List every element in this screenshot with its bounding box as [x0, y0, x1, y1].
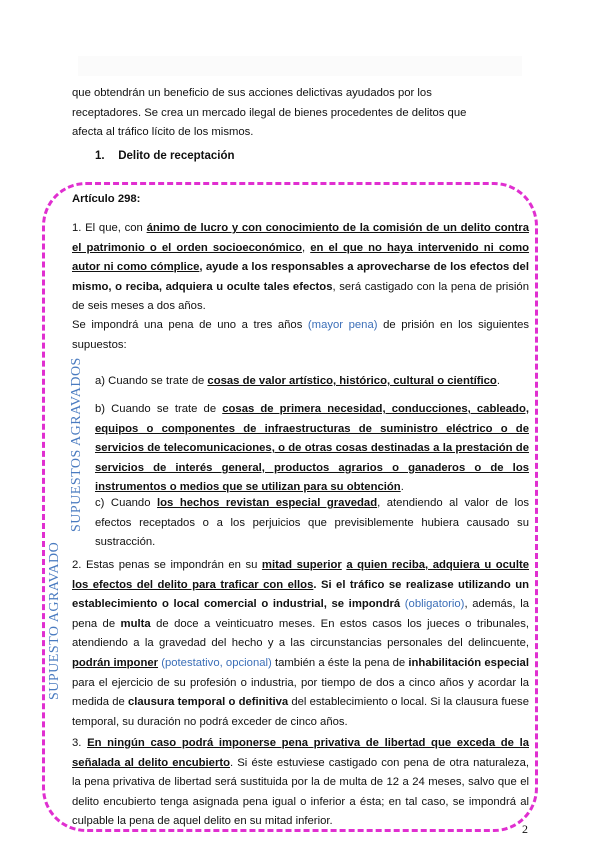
label-supuestos-agravados: SUPUESTOS AGRAVADOS: [69, 357, 84, 532]
p3-bold-clausura: clausura temporal o definitiva: [127, 696, 289, 709]
paragraph-1: [72, 219, 529, 317]
case-c-underlined: los hechos revistan especial gravedad: [157, 497, 378, 509]
paragraph-3: [72, 556, 529, 732]
p1-underlined-intent: ánimo de lucro y con conocimiento de la comisión de un delito contra el patrimonio o el orden socioeconómico: [72, 222, 529, 254]
case-b-underlined: cosas de primera necesidad, conducciones, cableado, equipos o componentes de infraestructuras de suministro eléctrico o de servicios de telecomunicaciones, o de otras cosas destinadas a la prestación de servicios de interés general, productos agrarios o ganaderos o de los instrumentos o medios que se utilizan para su obtención: [95, 403, 529, 494]
paragraph-4: [72, 734, 529, 832]
intro-paragraph: [72, 84, 529, 143]
p3-text-g: , además, la pena de: [72, 598, 529, 630]
case-a-end: .: [496, 375, 500, 387]
p1-text-a: 1. El que, con: [72, 222, 147, 234]
p3-underlined-half: mitad superior: [261, 559, 342, 571]
section-heading: [95, 150, 235, 162]
p3-bold-establishment: . Si el tráfico se realizase utilizando un establecimiento o local comercial o industrial, se impondrá: [72, 578, 529, 611]
p3-underlined-traffic: a quien reciba, adquiera u oculte los efectos del delito para traficar con ellos: [72, 559, 530, 591]
page-number: 2: [522, 822, 528, 836]
p2-text-a: Se impondrá una pena de uno a tres años: [72, 319, 308, 331]
p3-annotation-obligatorio: (obligatorio): [400, 598, 465, 611]
p4-underlined-limit: En ningún caso podrá imponerse pena privativa de libertad que exceda de la señalada al delito encubierto: [72, 737, 530, 769]
p3-annotation-potestativo: (potestativo, opcional): [158, 656, 272, 669]
p3-text-p: del establecimiento o local. Si la clausura fuese temporal, su duración no podrá exceder de cinco años.: [72, 696, 529, 728]
case-b-end: .: [400, 481, 404, 494]
header-strip: [78, 56, 522, 76]
p4-text-a: 3.: [72, 737, 88, 749]
p1-bold-action: , ayude a los responsables a aprovecharse de los efectos del mismo, o reciba, adquiera u oculte tales efectos: [72, 261, 529, 293]
article-title: Artículo 298:: [72, 193, 141, 205]
p3-text-n: para el ejercicio de su profesión o industria, por tiempo de dos a cinco años y acordar la medida de: [72, 676, 529, 709]
case-a: [95, 372, 529, 392]
p3-text-i: de doce a veinticuatro meses. En estos casos los jueces o tribunales, atendiendo a la gravedad del hecho y a las circunstancias personales del delincuente,: [72, 617, 529, 650]
p3-bold-multa: multa: [120, 617, 151, 630]
p3-bold-inhabilitacion: inhabilitación especial: [408, 656, 529, 669]
intro-line-2: receptadores. Se crea un mercado ilegal de bienes procedentes de delitos que: [72, 106, 467, 119]
case-c-end: , atendiendo al valor de los efectos receptados o a los perjuicios que previsiblemente hubiera causado su sustracción.: [95, 497, 529, 549]
case-b: [95, 400, 529, 498]
p1-text-f: , será castigado con la pena de prisión de seis meses a dos años.: [72, 280, 529, 313]
case-a-underlined: cosas de valor artístico, histórico, cultural o científico: [207, 375, 497, 387]
intro-line-3: afecta al tráfico lícito de los mismos.: [72, 126, 254, 139]
case-b-text: b) Cuando se trate de: [95, 403, 223, 415]
p3-underlined-podran: podrán imponer: [72, 656, 159, 669]
p3-text-a: 2. Estas penas se impondrán en su: [72, 559, 262, 571]
case-c-text: c) Cuando: [95, 497, 158, 509]
section-number: 1.: [95, 150, 105, 162]
p2-annotation: (mayor pena): [307, 319, 378, 331]
case-c: [95, 494, 529, 553]
p2-text-c: de prisión en los siguientes supuestos:: [72, 319, 530, 351]
paragraph-2: [72, 316, 529, 355]
p1-text-c: ,: [302, 241, 311, 254]
p4-text-c: . Si éste estuviese castigado con pena de otra naturaleza, la pena privativa de libertad será sustituida por la de multa de 12 a 24 meses, salvo que el delito encubierto tenga asignada pena igual o inferior a ésta; en tal caso, se impondrá al culpable la pena de aquel delito en su mitad inferior.: [72, 756, 530, 828]
label-supuesto-agravado: SUPUESTO AGRAVADO: [47, 541, 62, 700]
intro-line-1: que obtendrán un beneficio de sus acciones delictivas ayudados por los: [72, 87, 432, 99]
p1-underlined-participation: en el que no haya intervenido ni como autor ni como cómplice: [72, 241, 530, 274]
section-title: Delito de receptación: [118, 150, 235, 162]
case-a-text: a) Cuando se trate de: [95, 375, 208, 387]
p3-text-l: también a éste la pena de: [271, 656, 409, 669]
